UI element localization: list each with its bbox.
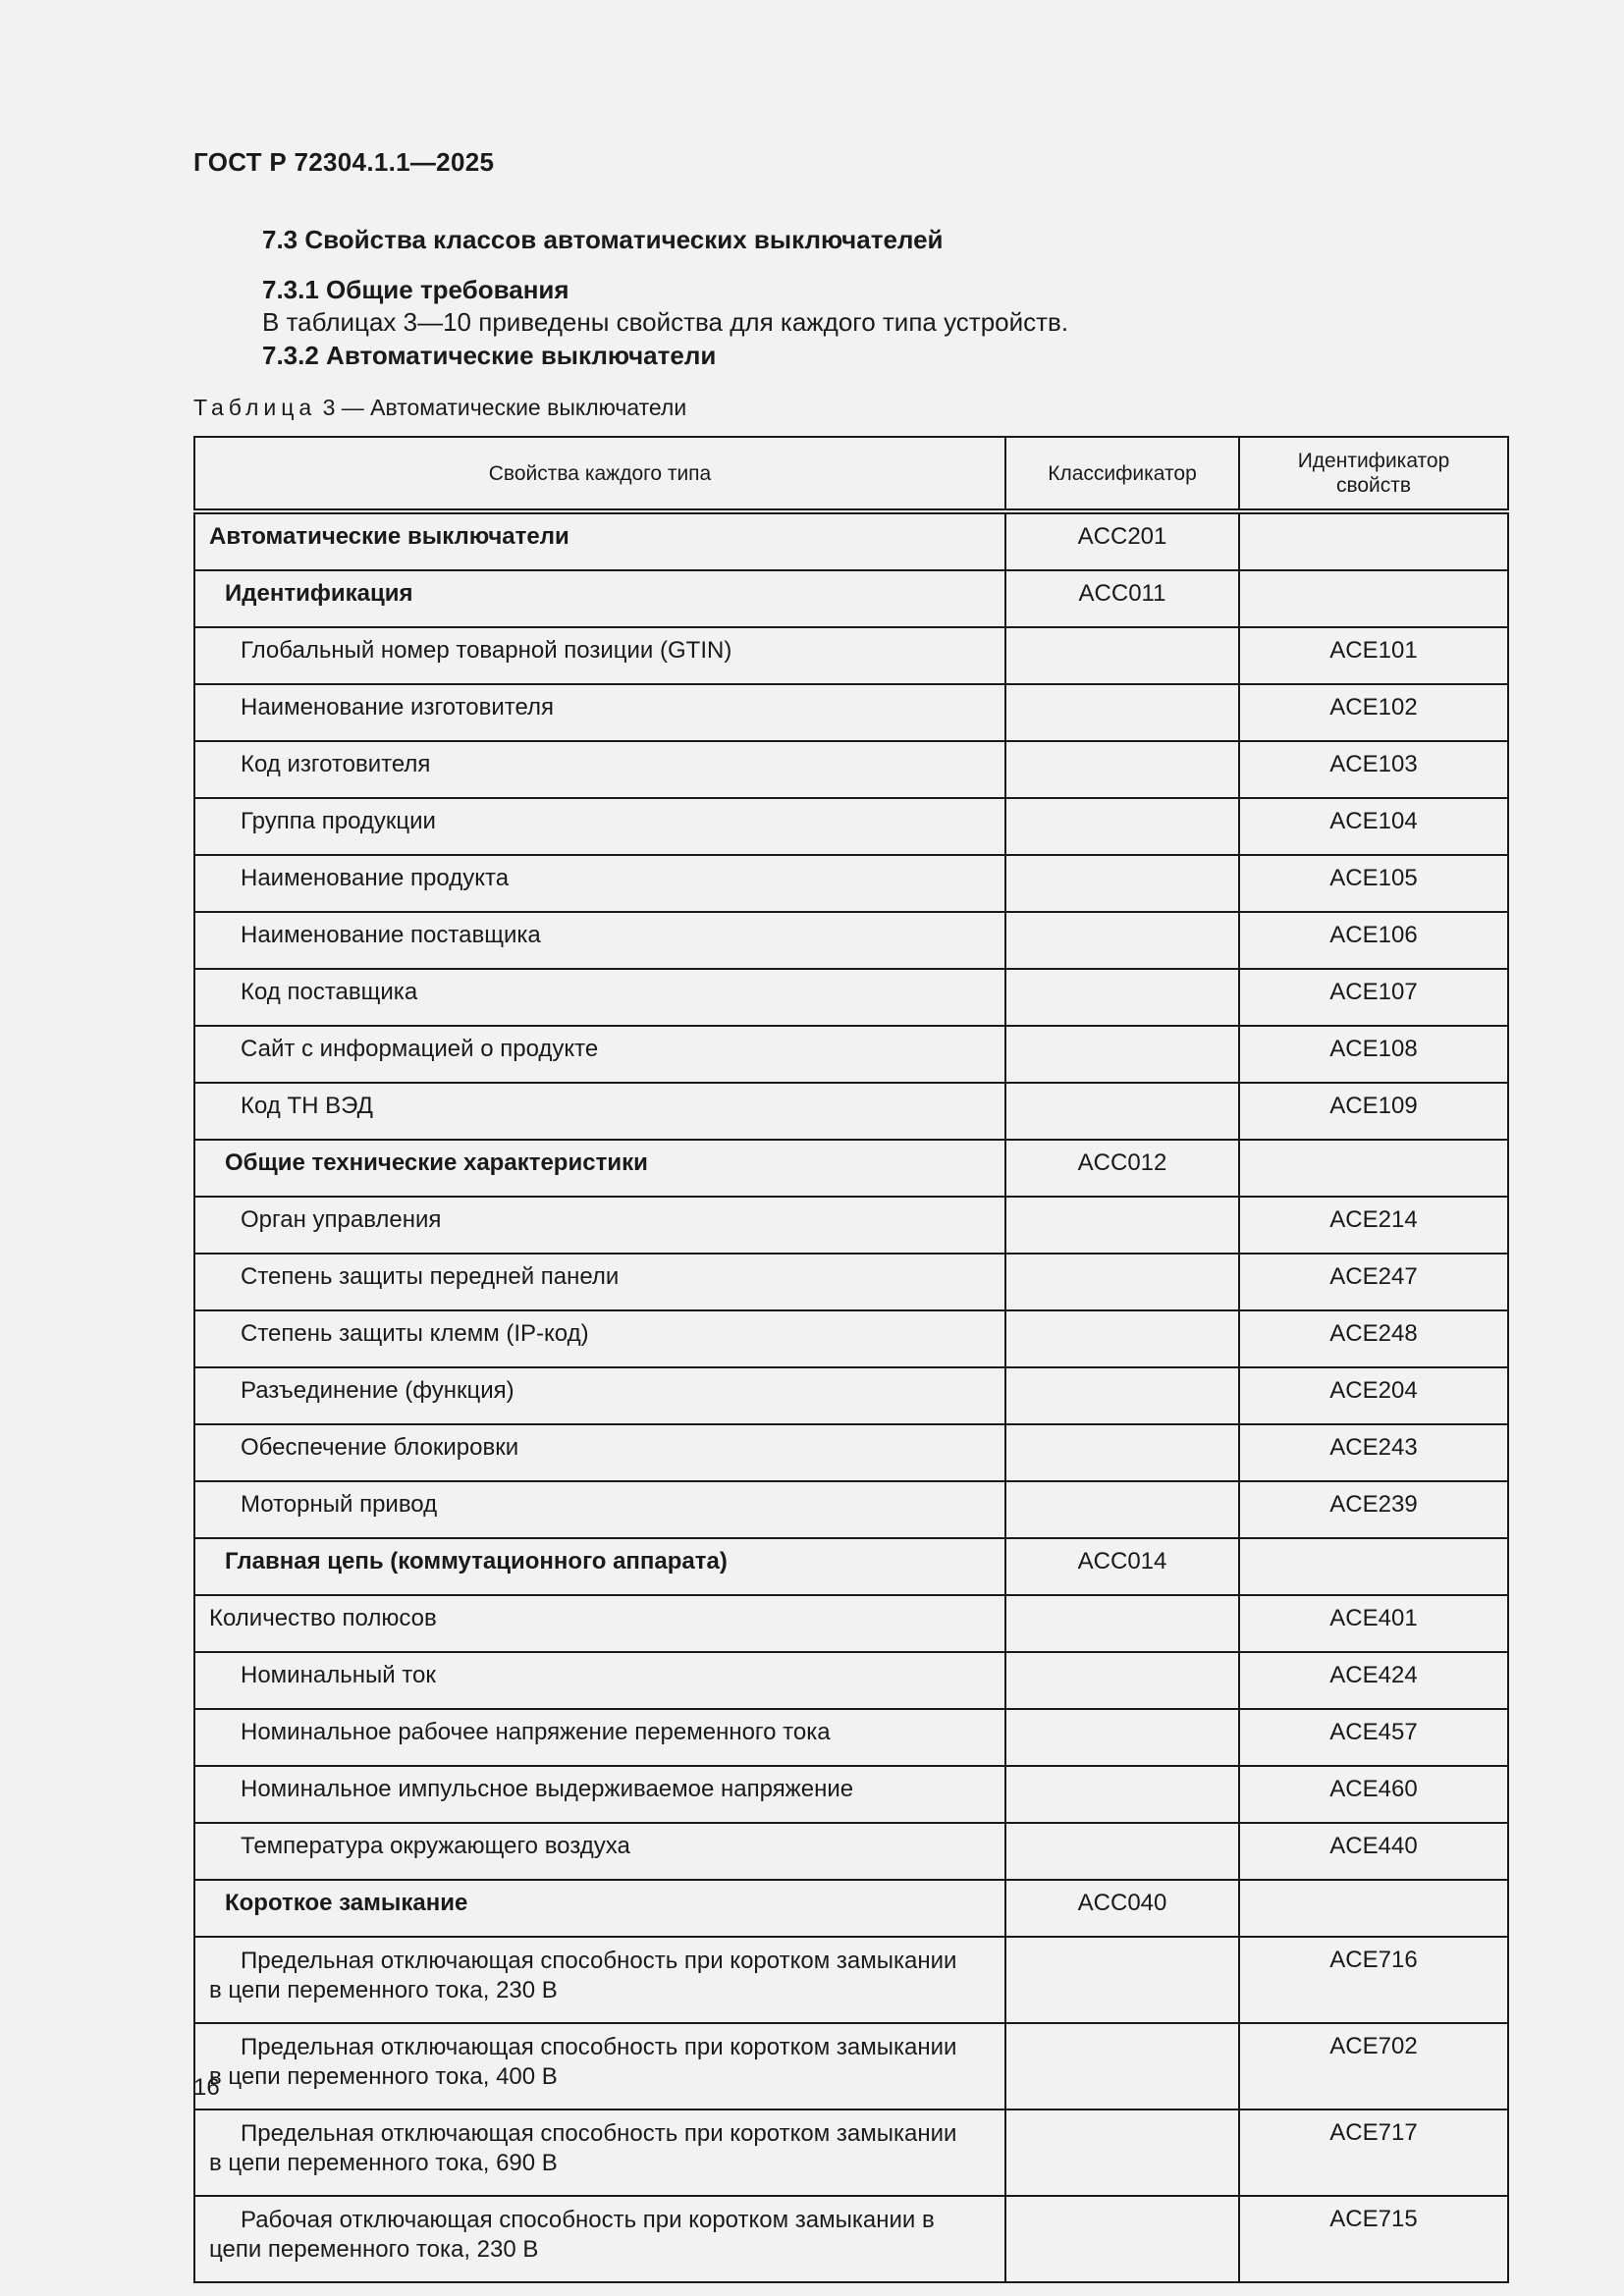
property-name: Степень защиты передней панели <box>194 1254 1005 1310</box>
property-id: ACE102 <box>1239 684 1508 741</box>
property-name: Номинальное импульсное выдерживаемое напряжение <box>194 1766 1005 1823</box>
property-id: ACE107 <box>1239 969 1508 1026</box>
property-name: Глобальный номер товарной позиции (GTIN) <box>194 627 1005 684</box>
classifier-code: ACC014 <box>1005 1538 1239 1595</box>
property-id: ACE109 <box>1239 1083 1508 1140</box>
table-row <box>194 1538 1508 1595</box>
property-name-line-2: в цепи переменного тока, 400 В <box>209 2063 558 2090</box>
subsection-1-text: В таблицах 3—10 приведены свойства для каждого типа устройств. <box>262 307 1069 337</box>
table-row <box>194 511 1508 570</box>
property-id: ACE101 <box>1239 627 1508 684</box>
table-row <box>194 2196 1508 2282</box>
property-name-line-1: Рабочая отключающая способность при коротком замыкании в <box>241 2207 935 2233</box>
classifier-code <box>1005 1026 1239 1083</box>
classifier-code <box>1005 1766 1239 1823</box>
subsection-1-title: 7.3.1 Общие требования <box>262 275 569 304</box>
classifier-code <box>1005 912 1239 969</box>
classifier-code <box>1005 855 1239 912</box>
properties-table <box>193 436 1509 2283</box>
section-title: 7.3 Свойства классов автоматических выключателей <box>262 225 944 254</box>
classifier-code <box>1005 1709 1239 1766</box>
table-row <box>194 627 1508 684</box>
property-id: ACE105 <box>1239 855 1508 912</box>
property-name: Короткое замыкание <box>194 1880 1005 1937</box>
table-row <box>194 741 1508 798</box>
classifier-code <box>1005 969 1239 1026</box>
property-name-line-1: Предельная отключающая способность при коротком замыкании <box>241 2034 957 2060</box>
table-caption <box>193 395 686 421</box>
classifier-code <box>1005 1083 1239 1140</box>
property-name: Наименование продукта <box>194 855 1005 912</box>
header-identifier <box>1239 437 1508 511</box>
property-name <box>194 1937 1005 2023</box>
table-row <box>194 2109 1508 2196</box>
classifier-code: ACC011 <box>1005 570 1239 627</box>
classifier-code <box>1005 1197 1239 1254</box>
table-row <box>194 1595 1508 1652</box>
table-row <box>194 1481 1508 1538</box>
property-id: ACE401 <box>1239 1595 1508 1652</box>
classifier-code <box>1005 1424 1239 1481</box>
property-id: ACE440 <box>1239 1823 1508 1880</box>
property-id: ACE460 <box>1239 1766 1508 1823</box>
classifier-code <box>1005 1367 1239 1424</box>
property-name <box>194 2023 1005 2109</box>
table-row <box>194 1880 1508 1937</box>
table-row <box>194 2023 1508 2109</box>
property-name-line-2: в цепи переменного тока, 230 В <box>209 1977 558 2003</box>
table-row <box>194 798 1508 855</box>
classifier-code <box>1005 684 1239 741</box>
property-id: ACE204 <box>1239 1367 1508 1424</box>
property-name: Сайт с информацией о продукте <box>194 1026 1005 1083</box>
property-name: Общие технические характеристики <box>194 1140 1005 1197</box>
table-row <box>194 1424 1508 1481</box>
classifier-code <box>1005 2196 1239 2282</box>
property-id <box>1239 511 1508 570</box>
property-name: Код поставщика <box>194 969 1005 1026</box>
classifier-code: ACC040 <box>1005 1880 1239 1937</box>
property-name: Наименование изготовителя <box>194 684 1005 741</box>
property-name: Автоматические выключатели <box>194 511 1005 570</box>
classifier-code <box>1005 741 1239 798</box>
classifier-code: ACC201 <box>1005 511 1239 570</box>
property-id: ACE243 <box>1239 1424 1508 1481</box>
classifier-code <box>1005 1937 1239 2023</box>
property-name <box>194 2196 1005 2282</box>
property-name: Главная цепь (коммутационного аппарата) <box>194 1538 1005 1595</box>
classifier-code <box>1005 1254 1239 1310</box>
property-name: Температура окружающего воздуха <box>194 1823 1005 1880</box>
property-id: ACE214 <box>1239 1197 1508 1254</box>
table-header-row <box>194 437 1508 511</box>
classifier-code <box>1005 2109 1239 2196</box>
property-name-line-1: Предельная отключающая способность при коротком замыкании <box>241 2120 957 2147</box>
table-row <box>194 1652 1508 1709</box>
table-row <box>194 912 1508 969</box>
property-id <box>1239 1880 1508 1937</box>
table-row <box>194 684 1508 741</box>
table-row <box>194 1140 1508 1197</box>
header-properties: Свойства каждого типа <box>194 437 1005 511</box>
property-id: ACE248 <box>1239 1310 1508 1367</box>
classifier-code <box>1005 2023 1239 2109</box>
table-row <box>194 1709 1508 1766</box>
table-row <box>194 1310 1508 1367</box>
property-name: Орган управления <box>194 1197 1005 1254</box>
table-row <box>194 1766 1508 1823</box>
classifier-code <box>1005 1823 1239 1880</box>
classifier-code <box>1005 627 1239 684</box>
classifier-code <box>1005 1481 1239 1538</box>
property-id: ACE424 <box>1239 1652 1508 1709</box>
subsection-2-title: 7.3.2 Автоматические выключатели <box>262 341 717 370</box>
property-name: Код ТН ВЭД <box>194 1083 1005 1140</box>
table-row <box>194 1823 1508 1880</box>
page-number: 16 <box>193 2074 220 2101</box>
property-id: ACE457 <box>1239 1709 1508 1766</box>
property-id <box>1239 570 1508 627</box>
table-row <box>194 1254 1508 1310</box>
classifier-code <box>1005 798 1239 855</box>
property-id: ACE716 <box>1239 1937 1508 2023</box>
classifier-code <box>1005 1595 1239 1652</box>
table-row <box>194 1197 1508 1254</box>
classifier-code <box>1005 1310 1239 1367</box>
table-row <box>194 855 1508 912</box>
table-body <box>194 511 1508 2282</box>
table-row <box>194 1083 1508 1140</box>
property-id: ACE106 <box>1239 912 1508 969</box>
table-row <box>194 1367 1508 1424</box>
property-name-line-2: в цепи переменного тока, 690 В <box>209 2150 558 2176</box>
property-name: Идентификация <box>194 570 1005 627</box>
property-name: Наименование поставщика <box>194 912 1005 969</box>
classifier-code <box>1005 1652 1239 1709</box>
property-id <box>1239 1538 1508 1595</box>
classifier-code: ACC012 <box>1005 1140 1239 1197</box>
property-name: Степень защиты клемм (IP-код) <box>194 1310 1005 1367</box>
document-header: ГОСТ Р 72304.1.1—2025 <box>193 147 495 177</box>
property-id: ACE715 <box>1239 2196 1508 2282</box>
table-row <box>194 570 1508 627</box>
property-name: Номинальное рабочее напряжение переменного тока <box>194 1709 1005 1766</box>
property-id: ACE108 <box>1239 1026 1508 1083</box>
property-name: Моторный привод <box>194 1481 1005 1538</box>
property-name: Код изготовителя <box>194 741 1005 798</box>
property-id: ACE247 <box>1239 1254 1508 1310</box>
property-name: Разъединение (функция) <box>194 1367 1005 1424</box>
property-id: ACE103 <box>1239 741 1508 798</box>
table-row <box>194 1026 1508 1083</box>
header-identifier-text: Идентификатор свойств <box>1297 450 1450 497</box>
property-name: Номинальный ток <box>194 1652 1005 1709</box>
table-row <box>194 969 1508 1026</box>
property-id <box>1239 1140 1508 1197</box>
table-caption-text: 3 — Автоматические выключатели <box>322 395 687 420</box>
header-classifier: Классификатор <box>1005 437 1239 511</box>
property-name: Обеспечение блокировки <box>194 1424 1005 1481</box>
table-caption-label: Таблица <box>193 395 317 420</box>
property-name-line-2: цепи переменного тока, 230 В <box>209 2236 539 2263</box>
property-id: ACE239 <box>1239 1481 1508 1538</box>
property-id: ACE717 <box>1239 2109 1508 2196</box>
property-name <box>194 2109 1005 2196</box>
property-name: Группа продукции <box>194 798 1005 855</box>
property-name: Количество полюсов <box>194 1595 1005 1652</box>
property-id: ACE104 <box>1239 798 1508 855</box>
table-row <box>194 1937 1508 2023</box>
property-id: ACE702 <box>1239 2023 1508 2109</box>
property-name-line-1: Предельная отключающая способность при коротком замыкании <box>241 1948 957 1974</box>
